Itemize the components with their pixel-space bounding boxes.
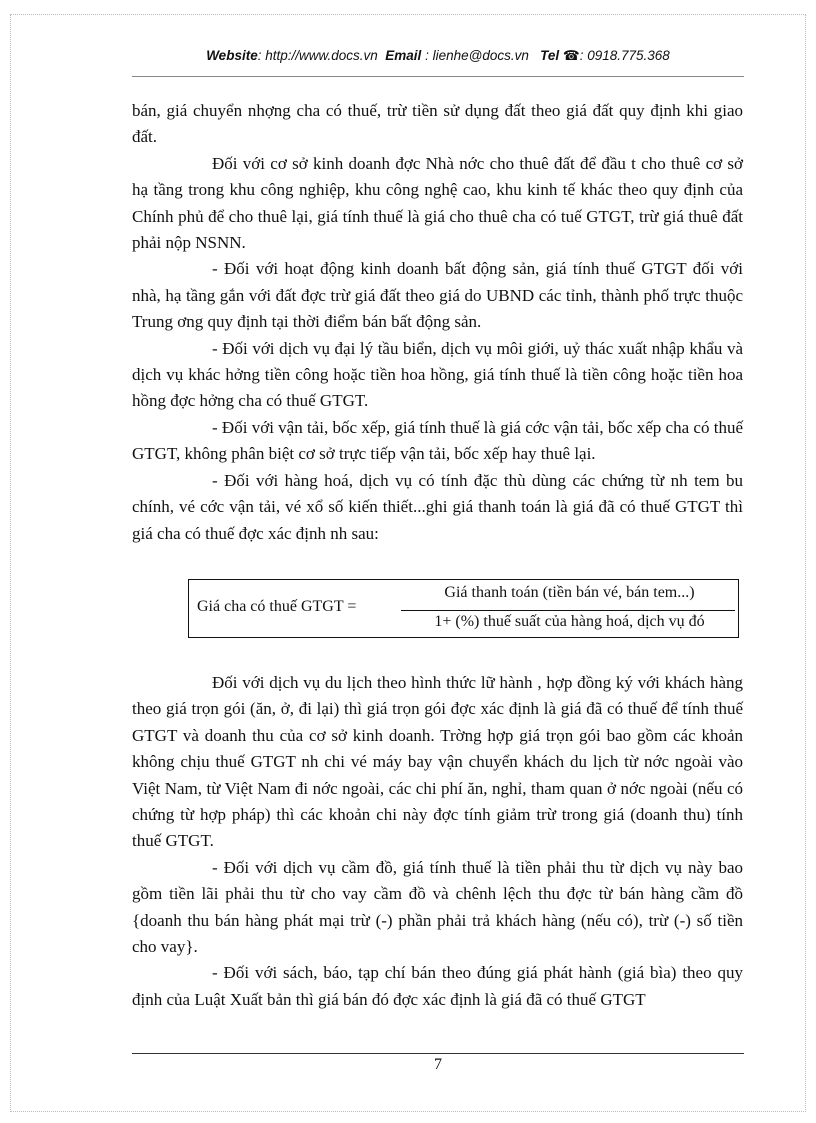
formula-numerator: Giá thanh toán (tiền bán vé, bán tem...) [444,584,695,601]
email-label: Email [385,48,422,63]
paragraph: - Đối với vận tải, bốc xếp, giá tính thuế là giá cớc vận tải, bốc xếp cha có thuế GTGT, không phân biệt cơ sở trực tiếp vận tải, bốc xếp hay thuê lại. [132,417,743,464]
paragraph: - Đối với hàng hoá, dịch vụ có tính đặc thù dùng các chứng từ nh tem bu chính, vé cớc vận tải, vé xổ số kiến thiết...ghi giá thanh toán là giá đã có thuế GTGT thì giá cha có thuế đợc xác định nh sau: [132,470,743,543]
phone-icon: ☎ [562,48,580,63]
tel-label: Tel [540,48,560,63]
paragraph: bán, giá chuyển nhợng cha có thuế, trừ tiền sử dụng đất theo giá đất quy định khi giao đất. [132,101,743,147]
footer-rule [132,1053,744,1054]
paragraph: - Đối với dịch vụ đại lý tầu biển, dịch vụ môi giới, uỷ thác xuất nhập khẩu và dịch vụ khác hởng tiền công hoặc tiền hoa hồng, giá tính thuế là tiền công hoặc tiền hoa hồng đợc hởng cha có thuế GTGT. [132,338,743,411]
website-value: : http://www.docs.vn [257,48,378,63]
formula-lhs: Giá cha có thuế GTGT = [197,598,357,615]
header-rule [132,76,744,77]
fraction-bar [401,610,735,611]
paragraph: - Đối với sách, báo, tạp chí bán theo đúng giá phát hành (giá bìa) theo quy định của Luật Xuất bản thì giá bán đó đợc xác định là giá đã có thuế GTGT [132,963,743,1009]
formula-box [188,579,739,638]
email-value: : lienhe@docs.vn [425,48,529,63]
page-header [132,48,744,64]
formula-denominator: 1+ (%) thuế suất của hàng hoá, dịch vụ đó [434,613,705,630]
tel-value: : 0918.775.368 [579,48,670,63]
paragraph: - Đối với hoạt động kinh doanh bất động sản, giá tính thuế GTGT đối với nhà, hạ tầng gắn với đất đợc trừ giá đất theo giá do UBND các tỉnh, thành phố trực thuộc Trung ơng quy định tại thời điểm bán bất động sản. [132,259,743,332]
body-text-top [132,98,743,547]
paragraph: Đối với dịch vụ du lịch theo hình thức lữ hành , hợp đồng ký với khách hàng theo giá trọn gói (ăn, ở, đi lại) thì giá trọn gói đợc xác định là giá đã có thuế để tính thuế GTGT và doanh thu của cơ sở kinh doanh. Trờng hợp giá trọn gói bao gồm các khoản không chịu thuế GTGT nh chi vé máy bay vận chuyển khách du lịch từ nớc ngoài vào Việt Nam, từ Việt Nam đi nớc ngoài, các chi phí ăn, nghỉ, tham quan ở nớc ngoài (nếu có chứng từ hợp pháp) thì các khoản chi này đợc tính giảm trừ trong giá (doanh thu) tính thuế GTGT. [132,673,743,851]
body-text-bottom [132,670,743,1013]
website-label: Website [206,48,258,63]
paragraph: - Đối với dịch vụ cầm đồ, giá tính thuế là tiền phải thu từ dịch vụ này bao gồm tiền lãi phải thu từ cho vay cầm đồ và chênh lệch thu đợc từ bán hàng cầm đồ {doanh thu bán hàng phát mại trừ (-) phần phải trả khách hàng (nếu có), trừ (-) số tiền cho vay}. [132,857,743,957]
page-number: 7 [434,1056,442,1073]
paragraph: Đối với cơ sở kinh doanh đợc Nhà nớc cho thuê đất để đầu t cho thuê cơ sở hạ tầng trong khu công nghiệp, khu công nghệ cao, khu kinh tế khác theo quy định của Chính phủ để cho thuê lại, giá tính thuế là giá cho thuê cha có tuế GTGT, trừ giá thuê đất phải nộp NSNN. [132,153,743,253]
